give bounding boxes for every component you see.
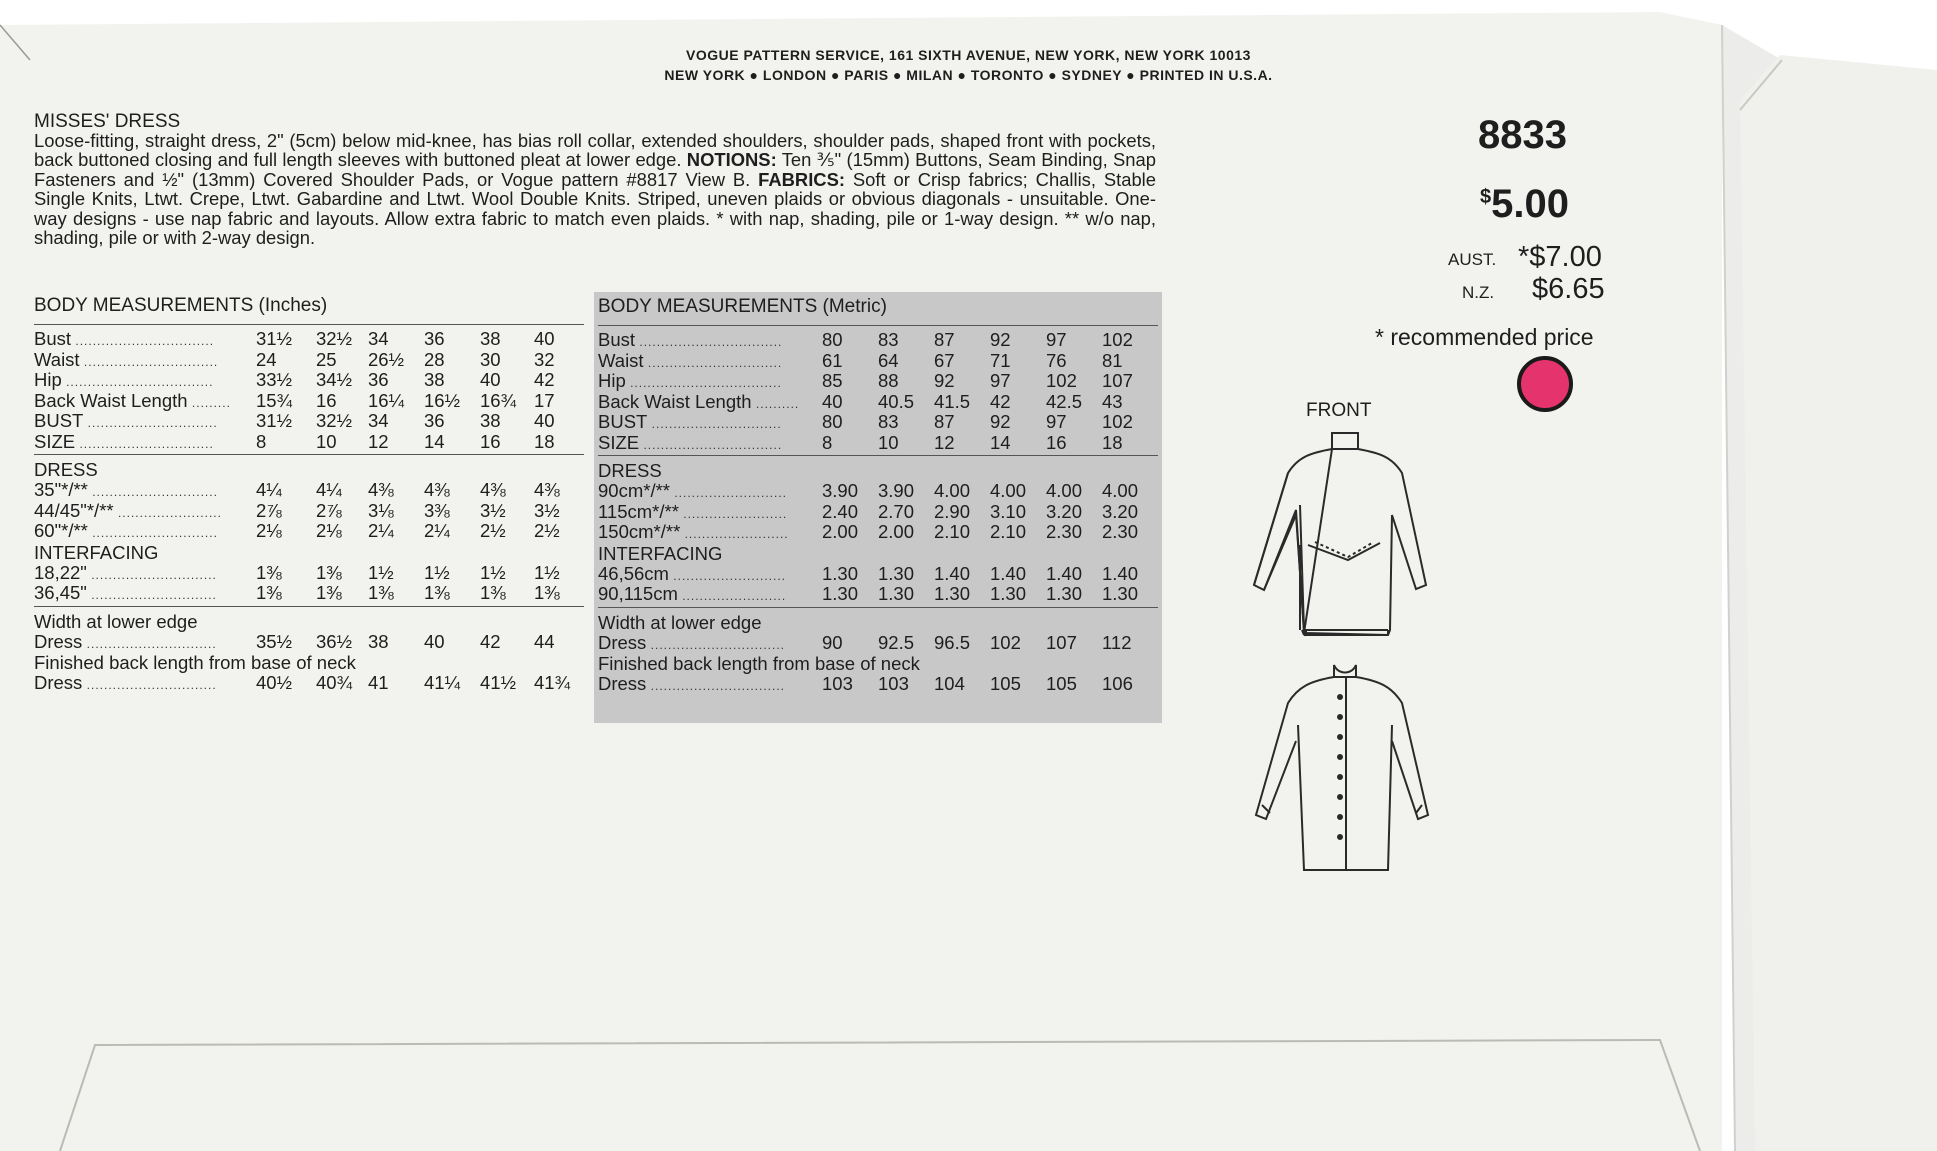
row-label-text: 115cm*/**: [598, 500, 679, 522]
row-label: [34, 521, 218, 544]
table-cell: 40: [424, 630, 445, 652]
garment-title: MISSES' DRESS: [34, 111, 181, 132]
table-cell: 38: [480, 328, 501, 349]
table-row: [598, 633, 1158, 654]
table-cell: 103: [878, 673, 909, 694]
table-cell: 34: [368, 410, 389, 431]
table-cell: 96.5: [934, 631, 971, 653]
table-cell: 3.90: [878, 480, 915, 501]
row-label-text: Bust: [598, 329, 636, 350]
row-label-text: Dress: [598, 673, 647, 694]
table-cell: 4.00: [934, 480, 971, 501]
section-heading: DRESS: [598, 460, 662, 481]
table-cell: 1⅜: [316, 561, 342, 583]
row-label-text: Dress: [598, 631, 647, 653]
table-cell: 41¼: [424, 672, 461, 693]
row-label: [598, 433, 782, 456]
table-row: [34, 583, 584, 604]
front-view-label: FRONT: [1306, 400, 1372, 421]
table-cell: 97: [1046, 411, 1067, 432]
table-cell: 36: [368, 369, 389, 390]
table-cell: 1.30: [1046, 583, 1083, 604]
description-body: Loose-fitting, straight dress, 2" (5cm) below mid-knee, has bias roll collar, extended shoulders, shoulder pads, shaped front with pockets, back buttoned closing and full length sleeves with buttoned pleat at lower edge.: [34, 130, 1156, 171]
row-label-text: 44/45"*/**: [34, 499, 114, 521]
table-cell: 3⅛: [368, 499, 394, 521]
row-label-text: 150cm*/**: [598, 521, 681, 542]
leader-dots: .............................: [87, 485, 218, 499]
section-heading: Width at lower edge: [34, 610, 198, 632]
table-row: [598, 392, 1158, 413]
table-cell: 38: [480, 410, 501, 431]
table-cell: 71: [990, 349, 1011, 371]
row-label-text: 36,45": [34, 582, 87, 603]
row-label-text: 90cm*/**: [598, 480, 670, 501]
row-label-text: BUST: [34, 410, 84, 431]
table-row: [598, 330, 1158, 351]
table-cell: 1.40: [1046, 562, 1083, 584]
table-cell: 1½: [424, 561, 450, 583]
table-row: [598, 371, 1158, 392]
table-cell: 16: [316, 389, 337, 411]
leader-dots: ..........................: [668, 568, 786, 583]
price-dot: [1517, 356, 1573, 412]
table-cell: 38: [368, 630, 389, 652]
table-cell: 3⅜: [424, 499, 450, 521]
table-cell: 4⅜: [480, 479, 506, 500]
fabrics-label: FABRICS:: [758, 168, 845, 190]
table-cell: 2.00: [822, 521, 859, 542]
table-row: [34, 480, 584, 501]
price-value: 5.00: [1491, 182, 1569, 226]
leader-dots: ..............................: [82, 636, 217, 651]
row-label-text: Back Waist Length: [598, 390, 752, 412]
recommended-price-note: * recommended price: [1375, 324, 1594, 350]
table-cell: 4⅜: [534, 479, 560, 500]
fabrics-text: Soft or Crisp fabrics; Challis, Stable Single Knits, Ltwt. Crepe, Ltwt. Gabardine and Ltwt. Wool Double Knits. Striped, uneven plaids or obvious diagonals - unsuitable. One-way designs - use nap fabric and layouts. Allow extra fabric to match even plaids. * with nap, shading, pile or 1-way design. ** w/o nap, shading, pile or with 2-way design.: [34, 168, 1156, 249]
table-row: [598, 412, 1158, 433]
table-cell: 32½: [316, 328, 353, 349]
table-cell: 1½: [480, 561, 506, 583]
table-cell: 92: [990, 411, 1011, 432]
table-cell: 97: [1046, 329, 1067, 350]
table-cell: 2.10: [934, 521, 971, 542]
row-label-text: Hip: [598, 370, 626, 391]
table-cell: 16¼: [368, 389, 405, 411]
table-row: [34, 521, 584, 542]
table-cell: 24: [256, 348, 277, 370]
section-heading: Finished back length from base of neck: [34, 652, 356, 673]
table-row: [598, 584, 1158, 605]
row-label-text: Waist: [598, 349, 644, 371]
table-cell: 42: [990, 390, 1011, 412]
table-cell: 107: [1046, 631, 1077, 653]
garment-description: [34, 131, 1156, 247]
notions-text: Ten ⅗" (15mm) Buttons, Seam Binding, Snap Fasteners and ½" (13mm) Covered Shoulder Pads, or Vogue pattern #8817 View B.: [34, 149, 1156, 190]
us-price: [1480, 182, 1569, 227]
table-cell: 102: [1046, 370, 1077, 391]
table-rule: [598, 325, 1158, 326]
table-cell: 1.30: [822, 562, 859, 584]
leader-dots: .........: [187, 395, 231, 410]
table-cell: 30: [480, 348, 501, 370]
table-cell: 41: [368, 672, 389, 693]
table-cell: 2.30: [1102, 521, 1139, 542]
table-cell: 1½: [368, 561, 394, 583]
table-cell: 97: [990, 370, 1011, 391]
leader-dots: ................................: [71, 334, 215, 348]
table-cell: 1⅜: [256, 561, 282, 583]
table-cell: 12: [368, 430, 389, 452]
table-cell: 2.00: [878, 521, 915, 542]
table-cell: 40: [534, 328, 555, 349]
row-label-text: 60"*/**: [34, 520, 88, 541]
leader-dots: ...............................: [79, 354, 219, 369]
table-row: [598, 351, 1158, 372]
row-label: [598, 674, 785, 697]
aust-label: AUST.: [1448, 250, 1497, 269]
table-cell: 1.40: [990, 562, 1027, 584]
row-label: [598, 522, 789, 545]
table-cell: 3.20: [1046, 500, 1083, 522]
table-cell: 8: [256, 430, 267, 452]
table-cell: 83: [878, 329, 899, 350]
table-cell: 15¾: [256, 389, 293, 411]
table-cell: 2⅞: [316, 499, 342, 521]
table-row: [598, 522, 1158, 543]
row-label: [598, 584, 786, 607]
table-cell: 36: [424, 410, 445, 431]
row-label: [34, 583, 217, 606]
table-cell: 92: [934, 370, 955, 391]
leader-dots: .................................: [635, 335, 783, 349]
table-cell: 2⅛: [316, 520, 342, 541]
table-cell: 76: [1046, 349, 1067, 371]
notions-label: NOTIONS:: [686, 149, 777, 171]
table-cell: 2.90: [934, 500, 971, 522]
table-cell: 2¼: [368, 520, 394, 541]
row-label-text: Waist: [34, 348, 80, 370]
table-cell: 102: [1102, 411, 1133, 432]
leader-dots: ........................: [677, 589, 787, 603]
table-cell: 3.90: [822, 480, 859, 501]
table-row: [34, 391, 584, 412]
table-cell: 1.30: [934, 583, 971, 604]
leader-dots: ..............................: [82, 678, 217, 692]
table-title: BODY MEASUREMENTS (Metric): [598, 296, 887, 317]
leader-dots: .............................: [86, 588, 217, 602]
table-row: [34, 350, 584, 371]
table-cell: 26½: [368, 348, 405, 370]
table-cell: 3.10: [990, 500, 1027, 522]
table-row: [598, 564, 1158, 585]
table-cell: 35½: [256, 630, 293, 652]
metric-table: [598, 296, 1158, 695]
row-label-text: 35"*/**: [34, 479, 88, 500]
table-cell: 1.40: [934, 562, 971, 584]
table-cell: 2¼: [424, 520, 450, 541]
row-label: [598, 633, 785, 656]
table-cell: 31½: [256, 410, 293, 431]
table-cell: 105: [1046, 673, 1077, 694]
leader-dots: ...............................: [75, 436, 214, 451]
table-cell: 88: [878, 370, 899, 391]
dress-illustrations: [1240, 425, 1440, 875]
table-row: [598, 433, 1158, 454]
section-heading: INTERFACING: [34, 541, 159, 563]
leader-dots: ...............................: [643, 355, 783, 370]
table-cell: 34½: [316, 369, 353, 390]
table-cell: 90: [822, 631, 843, 653]
table-cell: 42: [534, 369, 555, 390]
table-cell: 67: [934, 349, 955, 371]
table-row: [598, 674, 1158, 695]
table-cell: 80: [822, 329, 843, 350]
table-cell: 80: [822, 411, 843, 432]
table-cell: 2.10: [990, 521, 1027, 542]
table-cell: 3½: [480, 499, 506, 521]
table-rule: [598, 455, 1158, 456]
table-cell: 1.30: [1102, 583, 1139, 604]
table-cell: 41½: [480, 672, 517, 693]
nz-label: N.Z.: [1462, 283, 1495, 302]
table-cell: 1½: [534, 561, 560, 583]
table-cell: 1.40: [1102, 562, 1139, 584]
leader-dots: ..........: [751, 396, 800, 411]
row-label: [34, 432, 214, 455]
table-cell: 33½: [256, 369, 293, 390]
table-cell: 1.30: [990, 583, 1027, 604]
leader-dots: .............................: [86, 567, 217, 582]
aust-price: *$7.00: [1518, 241, 1602, 273]
table-cell: 102: [990, 631, 1021, 653]
table-cell: 4.00: [1102, 480, 1139, 501]
row-label-text: BUST: [598, 411, 648, 432]
table-cell: 87: [934, 411, 955, 432]
table-cell: 40: [480, 369, 501, 390]
table-cell: 81: [1102, 349, 1123, 371]
table-cell: 87: [934, 329, 955, 350]
table-cell: 14: [990, 431, 1011, 453]
table-rule: [598, 607, 1158, 608]
row-label-text: 46,56cm: [598, 562, 669, 584]
table-cell: 34: [368, 328, 389, 349]
table-row: [598, 481, 1158, 502]
leader-dots: ................................: [639, 437, 783, 452]
section-heading: Width at lower edge: [598, 611, 762, 633]
table-cell: 83: [878, 411, 899, 432]
section-heading: DRESS: [34, 459, 98, 480]
row-label-text: Dress: [34, 672, 83, 693]
table-cell: 16: [480, 430, 501, 452]
table-cell: 41¾: [534, 672, 571, 693]
row-label-text: Bust: [34, 328, 72, 349]
table-row: [34, 411, 584, 432]
row-label-text: 18,22": [34, 561, 87, 583]
table-cell: 42: [480, 630, 501, 652]
table-cell: 3.20: [1102, 500, 1139, 522]
table-cell: 1.30: [878, 562, 915, 584]
leader-dots: ..........................: [669, 486, 788, 500]
table-cell: 2.40: [822, 500, 859, 522]
table-title: BODY MEASUREMENTS (Inches): [34, 295, 328, 316]
table-cell: 103: [822, 673, 853, 694]
table-cell: 14: [424, 430, 445, 452]
leader-dots: .............................: [87, 526, 218, 540]
leader-dots: ...............................: [646, 637, 785, 652]
table-row: [34, 501, 584, 522]
table-cell: 102: [1102, 329, 1133, 350]
table-row: [34, 563, 584, 584]
table-cell: 41.5: [934, 390, 971, 412]
table-cell: 2½: [534, 520, 560, 541]
row-label-text: SIZE: [34, 430, 76, 452]
table-cell: 4¼: [256, 479, 282, 500]
publisher-cities: NEW YORK ● LONDON ● PARIS ● MILAN ● TORONTO ● SYDNEY ● PRINTED IN U.S.A.: [664, 67, 1273, 83]
table-cell: 85: [822, 370, 843, 391]
table-cell: 4.00: [1046, 480, 1083, 501]
table-cell: 64: [878, 349, 899, 371]
table-cell: 16¾: [480, 389, 517, 411]
table-row: [34, 632, 584, 653]
table-cell: 32½: [316, 410, 353, 431]
table-cell: 38: [424, 369, 445, 390]
table-rule: [34, 606, 584, 607]
table-cell: 32: [534, 348, 555, 370]
table-cell: 2.70: [878, 500, 915, 522]
table-cell: 1⅜: [316, 582, 342, 603]
leader-dots: ..............................: [647, 417, 782, 431]
table-cell: 61: [822, 349, 843, 371]
table-cell: 2½: [480, 520, 506, 541]
table-cell: 31½: [256, 328, 293, 349]
table-rule: [34, 324, 584, 325]
row-label: [34, 673, 217, 696]
table-cell: 2.30: [1046, 521, 1083, 542]
table-row: [598, 502, 1158, 523]
table-cell: 40: [534, 410, 555, 431]
section-heading: Finished back length from base of neck: [598, 653, 920, 674]
table-cell: 1⅜: [534, 582, 560, 603]
leader-dots: ...............................: [646, 679, 785, 693]
leader-dots: ........................: [680, 527, 789, 541]
publisher-address: VOGUE PATTERN SERVICE, 161 SIXTH AVENUE, NEW YORK, NEW YORK 10013: [686, 47, 1251, 63]
table-cell: 44: [534, 630, 555, 652]
table-cell: 36½: [316, 630, 353, 652]
table-cell: 106: [1102, 673, 1133, 694]
section-heading: INTERFACING: [598, 542, 723, 564]
table-cell: 12: [934, 431, 955, 453]
table-cell: 1.30: [822, 583, 859, 604]
table-cell: 92: [990, 329, 1011, 350]
table-cell: 18: [1102, 431, 1123, 453]
table-cell: 17: [534, 389, 555, 411]
pattern-number: 8833: [1478, 113, 1567, 157]
table-cell: 18: [534, 430, 555, 452]
table-cell: 2⅛: [256, 520, 282, 541]
table-cell: 28: [424, 348, 445, 370]
leader-dots: ........................: [678, 506, 788, 521]
leader-dots: ........................: [113, 505, 222, 520]
table-cell: 4⅜: [368, 479, 394, 500]
table-cell: 42.5: [1046, 390, 1083, 412]
table-rule: [34, 454, 584, 455]
table-cell: 2⅞: [256, 499, 282, 521]
leader-dots: ...................................: [625, 376, 782, 390]
table-cell: 40: [822, 390, 843, 412]
table-cell: 1⅜: [368, 582, 394, 603]
row-label-text: 90,115cm: [598, 583, 678, 604]
table-cell: 16½: [424, 389, 461, 411]
table-cell: 36: [424, 328, 445, 349]
table-cell: 105: [990, 673, 1021, 694]
table-cell: 10: [878, 431, 899, 453]
table-cell: 4.00: [990, 480, 1027, 501]
table-cell: 4¼: [316, 479, 342, 500]
table-cell: 92.5: [878, 631, 915, 653]
table-cell: 1⅜: [256, 582, 282, 603]
table-row: [34, 370, 584, 391]
table-cell: 25: [316, 348, 337, 370]
row-label-text: SIZE: [598, 431, 640, 453]
dress-front-illustration: [1254, 433, 1426, 635]
row-label: [34, 632, 217, 655]
table-cell: 10: [316, 430, 337, 452]
table-cell: 3½: [534, 499, 560, 521]
dress-back-illustration: [1256, 665, 1428, 870]
table-cell: 40¾: [316, 672, 353, 693]
table-cell: 16: [1046, 431, 1067, 453]
table-row: [34, 329, 584, 350]
table-cell: 40½: [256, 672, 293, 693]
table-cell: 1.30: [878, 583, 915, 604]
table-row: [34, 673, 584, 694]
table-cell: 43: [1102, 390, 1123, 412]
table-cell: 4⅜: [424, 479, 450, 500]
table-cell: 1⅜: [424, 582, 450, 603]
table-cell: 1⅜: [480, 582, 506, 603]
table-cell: 104: [934, 673, 965, 694]
leader-dots: ..................................: [61, 375, 214, 389]
table-cell: 107: [1102, 370, 1133, 391]
table-row: [34, 432, 584, 453]
row-label-text: Back Waist Length: [34, 389, 188, 411]
row-label-text: Hip: [34, 369, 62, 390]
currency-symbol: $: [1480, 186, 1492, 208]
leader-dots: ..............................: [83, 416, 218, 430]
table-cell: 40.5: [878, 390, 915, 412]
table-cell: 112: [1102, 631, 1132, 653]
inches-table: [34, 295, 584, 694]
table-cell: 8: [822, 431, 833, 453]
nz-price: $6.65: [1532, 273, 1605, 305]
row-label-text: Dress: [34, 630, 83, 652]
